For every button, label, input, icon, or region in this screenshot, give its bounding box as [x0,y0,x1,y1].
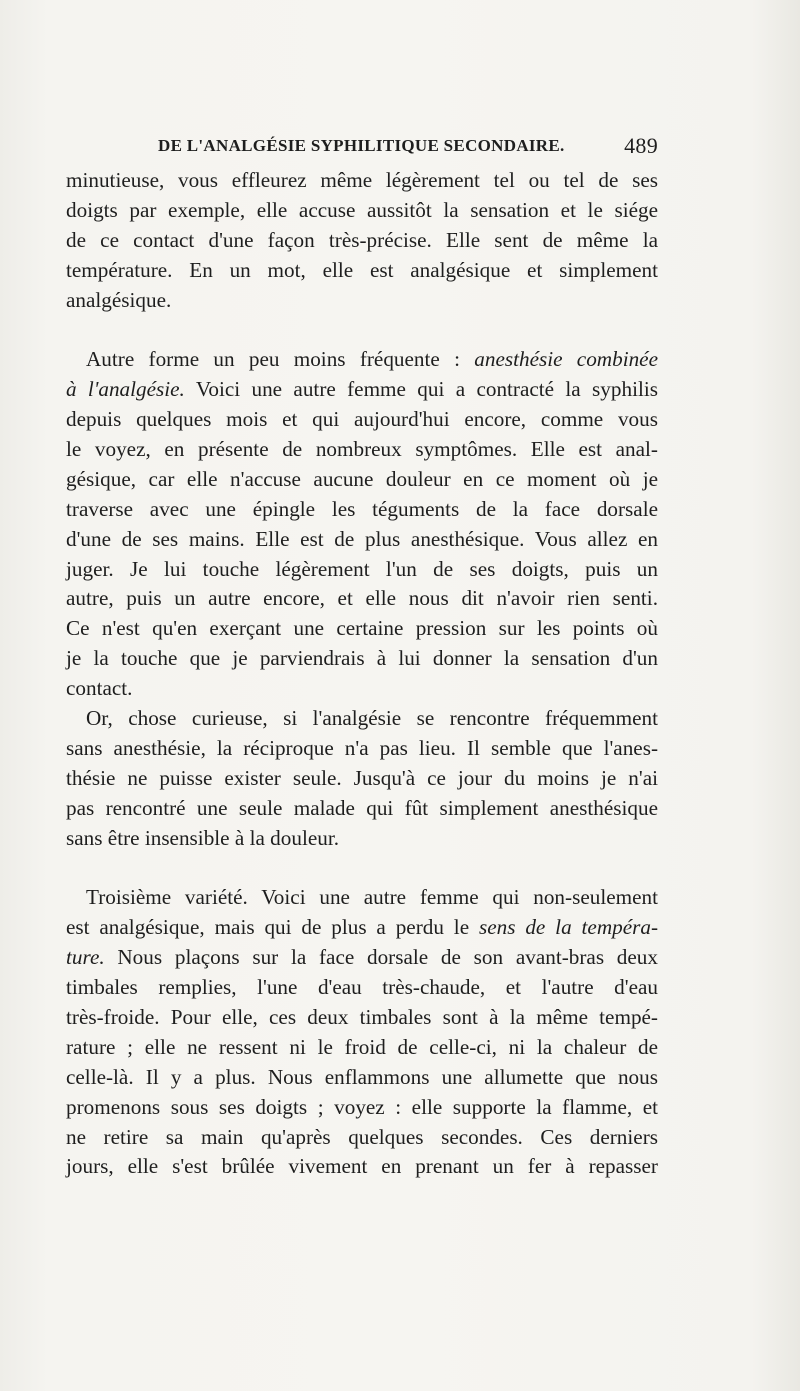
body-text [66,166,658,1182]
text-line: jours, elle s'est brûlée vivement en prenant un fer à repasser [66,1154,658,1179]
page-number: 489 [624,133,658,158]
text-run: Voici une autre femme qui a contracté la syphilis [184,377,658,402]
italic-term: à l'analgésie. [66,377,185,402]
text-line: promenons sous ses doigts ; voyez : elle supporte la flamme, et [66,1094,658,1119]
text-line: sans anesthésie, la réciproque n'a pas lieu. Il semble que l'anes- [66,735,658,760]
text-line: température. En un mot, elle est analgésique et simplement [66,257,658,282]
italic-term: anesthésie combinée [474,347,658,372]
page-header [158,133,658,160]
text-line: de ce contact d'une façon très-précise. Elle sent de même la [66,227,658,252]
text-line [66,943,658,973]
text-line: doigts par exemple, elle accuse aussitôt la sensation et le siége [66,197,658,222]
text-line [66,375,658,405]
text-line: contact. [66,676,133,701]
text-line: depuis quelques mois et qui aujourd'hui encore, comme vous [66,407,658,432]
text-line: d'une de ses mains. Elle est de plus anesthésique. Vous allez en [66,526,658,551]
text-line: le voyez, en présente de nombreux symptômes. Elle est anal- [66,437,658,462]
text-line [66,345,658,375]
text-line: sans être insensible à la douleur. [66,825,340,850]
text-line: minutieuse, vous effleurez même légèrement tel ou tel de ses [66,168,658,192]
text-line: juger. Je lui touche légèrement l'un de ses doigts, puis un [66,556,658,581]
text-line: ne retire sa main qu'après quelques secondes. Ces derniers [66,1124,658,1149]
text-line: rature ; elle ne ressent ni le froid de celle-ci, ni la chaleur de [66,1034,658,1059]
text-line: Or, chose curieuse, si l'analgésie se rencontre fréquemment [86,706,658,731]
paragraph-gap [66,315,658,345]
text-line: analgésique. [66,287,172,312]
text-line: très-froide. Pour elle, ces deux timbales sont à la même tempé- [66,1004,658,1029]
text-line: Troisième variété. Voici une autre femme qui non-seulement [86,885,658,910]
running-head: DE L'ANALGÉSIE SYPHILITIQUE SECONDAIRE. [158,136,565,155]
text-line: pas rencontré une seule malade qui fût simplement anesthésique [66,795,658,820]
text-line [66,913,658,943]
text-line: gésique, car elle n'accuse aucune douleur en ce moment où je [66,466,658,491]
text-run: Nous plaçons sur la face dorsale de son avant-bras deux [104,945,658,970]
paragraph-gap [66,853,658,883]
text-line: timbales remplies, l'une d'eau très-chaude, et l'autre d'eau [66,975,658,1000]
italic-term: sens de la tempéra- [478,915,659,940]
text-run: Autre forme un peu moins fréquente : [86,347,475,372]
text-run: est analgésique, mais qui de plus a perdu le [66,915,479,940]
text-line: traverse avec une épingle les téguments de la face dorsale [66,496,658,521]
text-line: celle-là. Il y a plus. Nous enflammons une allumette que nous [66,1064,658,1089]
text-line: je la touche que je parviendrais à lui donner la sensation d'un [66,646,658,671]
text-line: thésie ne puisse exister seule. Jusqu'à ce jour du moins je n'ai [66,765,658,790]
text-line: Ce n'est qu'en exerçant une certaine pression sur les points où [66,616,658,641]
italic-term: ture. [66,945,105,970]
text-line: autre, puis un autre encore, et elle nous dit n'avoir rien senti. [66,586,658,611]
